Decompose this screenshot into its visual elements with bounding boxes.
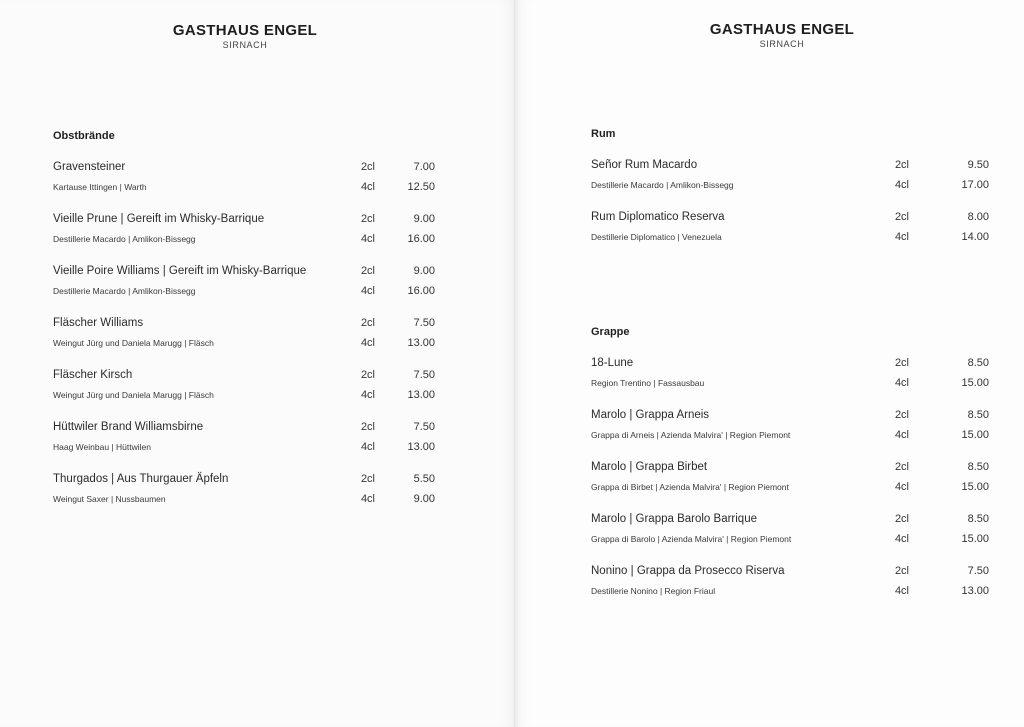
menu-item-row-4cl [53,181,443,201]
menu-item-row-2cl [53,421,443,441]
size-small: 2cl [360,265,375,277]
price-large: 15.00 [961,429,989,441]
price-large: 17.00 [961,179,989,191]
item-producer: Destillerie Macardo | Amlikon-Bissegg [53,234,196,244]
size-large: 4cl [894,533,909,545]
menu-item-row-4cl [591,429,989,449]
item-producer: Grappa di Arneis | Azienda Malvira' | Region Piemont [591,430,791,440]
price-large: 13.00 [407,337,435,349]
menu-item [591,513,989,565]
menu-item-row-2cl [53,473,443,493]
price-large: 12.50 [407,181,435,193]
size-large: 4cl [894,481,909,493]
item-producer: Kartause Ittingen | Warth [53,182,147,192]
menu-item-row-2cl [591,159,989,179]
restaurant-location: SIRNACH [222,40,268,50]
restaurant-name: GASTHAUS ENGEL [172,22,318,39]
price-large: 15.00 [961,481,989,493]
menu-item [53,161,443,213]
price-small: 7.50 [967,565,989,577]
item-producer: Weingut Jürg und Daniela Marugg | Fläsch [53,390,214,400]
size-large: 4cl [360,337,375,349]
item-producer: Weingut Saxer | Nussbaumen [53,494,166,504]
item-name: Nonino | Grappa da Prosecco Riserva [591,565,785,577]
price-large: 15.00 [961,377,989,389]
price-small: 8.50 [967,513,989,525]
item-producer: Region Trentino | Fassausbau [591,378,705,388]
menu-item [53,473,443,525]
menu-item [591,357,989,409]
price-small: 8.50 [967,461,989,473]
item-name: Vieille Poire Williams | Gereift im Whisky-Barrique [53,265,307,277]
item-producer: Grappa di Barolo | Azienda Malvira' | Region Piemont [591,534,792,544]
menu-item-row-2cl [591,461,989,481]
size-large: 4cl [360,285,375,297]
price-large: 13.00 [407,441,435,453]
item-name: Rum Diplomatico Reserva [591,211,725,223]
price-large: 14.00 [961,231,989,243]
menu-item-row-4cl [591,481,989,501]
price-large: 16.00 [407,233,435,245]
section-rum [591,127,989,263]
item-name: Fläscher Kirsch [53,369,133,381]
price-small: 9.50 [967,159,989,171]
price-small: 5.50 [413,473,435,485]
size-large: 4cl [894,429,909,441]
menu-item-row-4cl [53,441,443,461]
menu-item-row-2cl [53,213,443,233]
menu-item [53,369,443,421]
size-large: 4cl [360,233,375,245]
item-name: Hüttwiler Brand Williamsbirne [53,421,204,433]
size-small: 2cl [360,369,375,381]
menu-item [53,265,443,317]
item-name: Marolo | Grappa Barolo Barrique [591,513,757,525]
menu-item-row-4cl [53,337,443,357]
menu-item-row-4cl [53,389,443,409]
price-large: 16.00 [407,285,435,297]
price-large: 9.00 [413,493,435,505]
size-large: 4cl [894,585,909,597]
size-small: 2cl [360,473,375,485]
size-small: 2cl [894,357,909,369]
price-large: 15.00 [961,533,989,545]
item-producer: Haag Weinbau | Hüttwilen [53,442,151,452]
size-large: 4cl [894,231,909,243]
menu-item-row-2cl [53,317,443,337]
menu-item-row-4cl [591,533,989,553]
item-name: Marolo | Grappa Arneis [591,409,710,421]
price-small: 9.00 [413,213,435,225]
menu-item-row-2cl [53,161,443,181]
size-large: 4cl [894,377,909,389]
menu-item-row-4cl [591,179,989,199]
menu-item-row-4cl [53,493,443,513]
item-name: Marolo | Grappa Birbet [591,461,708,473]
price-large: 13.00 [961,585,989,597]
size-small: 2cl [894,211,909,223]
item-list [591,357,989,617]
section-title: Obstbrände [53,130,115,142]
menu-item-row-4cl [591,231,989,251]
restaurant-name: GASTHAUS ENGEL [709,21,855,38]
menu-item [591,409,989,461]
item-producer: Destillerie Macardo | Amlikon-Bissegg [591,180,734,190]
size-small: 2cl [894,159,909,171]
size-large: 4cl [360,441,375,453]
item-list [591,159,989,263]
menu-item-row-2cl [591,409,989,429]
size-large: 4cl [360,493,375,505]
item-name: 18-Lune [591,357,634,369]
item-name: Fläscher Williams [53,317,144,329]
item-producer: Destillerie Diplomatico | Venezuela [591,232,722,242]
section-title: Rum [591,128,616,140]
brand-header [95,22,395,50]
menu-item-row-2cl [53,265,443,285]
price-small: 7.50 [413,317,435,329]
size-small: 2cl [360,213,375,225]
restaurant-location: SIRNACH [759,39,805,49]
menu-item-row-2cl [591,357,989,377]
size-small: 2cl [894,461,909,473]
size-large: 4cl [360,181,375,193]
price-small: 9.00 [413,265,435,277]
menu-item [53,421,443,473]
menu-item [591,159,989,211]
size-small: 2cl [894,409,909,421]
section-title: Grappe [591,326,630,338]
right-page [518,0,1024,727]
price-large: 13.00 [407,389,435,401]
price-small: 7.00 [413,161,435,173]
item-name: Gravensteiner [53,161,126,173]
brand-header [632,21,932,49]
section-obstbraende [53,129,443,525]
menu-item [591,565,989,617]
menu-item-row-4cl [591,377,989,397]
menu-item-row-4cl [53,285,443,305]
menu-item-row-4cl [53,233,443,253]
menu-item-row-2cl [591,211,989,231]
size-small: 2cl [894,513,909,525]
item-name: Señor Rum Macardo [591,159,698,171]
section-grappe [591,325,989,617]
menu-item-row-4cl [591,585,989,605]
menu-item-row-2cl [53,369,443,389]
menu-item-row-2cl [591,513,989,533]
size-small: 2cl [360,317,375,329]
price-small: 7.50 [413,421,435,433]
item-name: Vieille Prune | Gereift im Whisky-Barrique [53,213,265,225]
size-small: 2cl [894,565,909,577]
menu-item [591,211,989,263]
menu-item [53,317,443,369]
item-name: Thurgados | Aus Thurgauer Äpfeln [53,473,229,485]
item-producer: Weingut Jürg und Daniela Marugg | Fläsch [53,338,214,348]
size-large: 4cl [894,179,909,191]
price-small: 7.50 [413,369,435,381]
size-large: 4cl [360,389,375,401]
menu-item [591,461,989,513]
size-small: 2cl [360,161,375,173]
menu-item [53,213,443,265]
price-small: 8.50 [967,409,989,421]
item-producer: Grappa di Birbet | Azienda Malvira' | Region Piemont [591,482,789,492]
price-small: 8.00 [967,211,989,223]
menu-item-row-2cl [591,565,989,585]
price-small: 8.50 [967,357,989,369]
item-list [53,161,443,525]
item-producer: Destillerie Macardo | Amlikon-Bissegg [53,286,196,296]
size-small: 2cl [360,421,375,433]
item-producer: Destillerie Nonino | Region Friaul [591,586,716,596]
